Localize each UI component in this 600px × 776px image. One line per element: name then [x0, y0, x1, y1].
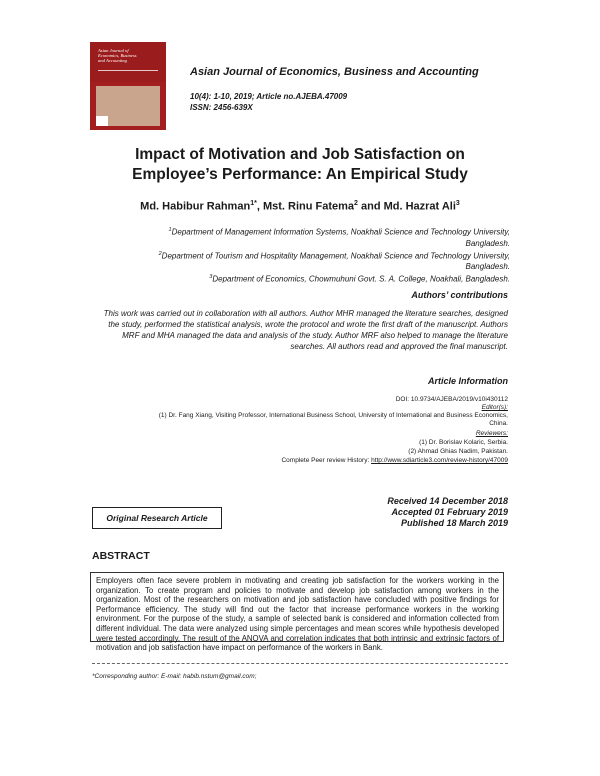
author-affiliation-mark: 3	[455, 200, 460, 207]
accepted-date: Accepted 01 February 2019	[391, 507, 508, 517]
affiliation-text: Department of Management Information Systems, Noakhali Science and Technology University,	[171, 227, 510, 237]
journal-issue: 10(4): 1-10, 2019; Article no.AJEBA.47009	[190, 92, 348, 101]
editor-entry: (1) Dr. Fang Xiang, Visiting Professor, International Business School, University of International and Business Economics,	[158, 412, 508, 419]
review-history-label: Complete Peer review History:	[281, 457, 372, 464]
author-affiliation-mark: 1*	[250, 200, 257, 207]
cover-line: Economics, Business	[98, 53, 137, 58]
affiliation-mark: 3	[209, 274, 213, 281]
title-line: Employee’s Performance: An Empirical Study	[132, 166, 468, 183]
published-date: Published 18 March 2019	[400, 518, 508, 528]
journal-name: Asian Journal of Economics, Business and Accounting	[190, 66, 479, 78]
affiliations	[90, 225, 510, 285]
affiliation-text: Department of Economics, Chowmuhuni Govt. S. A. College, Noakhali, Bangladesh.	[212, 274, 510, 284]
affiliation-mark: 1	[168, 227, 172, 233]
reviewer-entry: (2) Ahmad Ghias Nadim, Pakistan.	[408, 448, 508, 455]
review-history-link[interactable]: http://www.sdiarticle3.com/review-history/47009	[371, 457, 508, 464]
affiliation-cont: Bangladesh.	[465, 238, 510, 248]
editors-label-row	[92, 404, 508, 412]
cover-line: Asian Journal of	[98, 48, 129, 53]
article-type-badge: Original Research Article	[92, 507, 222, 529]
affiliation-mark: 2	[158, 250, 162, 257]
author-separator: and	[357, 200, 384, 213]
author-name: Md. Hazrat Ali	[383, 200, 456, 213]
publication-dates	[387, 496, 508, 529]
corresponding-author-note: *Corresponding author: E-mail: habib.nstum@gmail.com;	[92, 673, 257, 680]
journal-issn: ISSN: 2456-639X	[190, 103, 253, 112]
author-list	[60, 200, 540, 213]
footnote-rule	[92, 663, 508, 664]
journal-cover-image	[90, 42, 166, 130]
cover-line: and Accounting	[98, 58, 127, 63]
reviewers-label: Reviewers:	[475, 430, 508, 437]
affiliation-cont: Bangladesh.	[465, 262, 510, 272]
affiliation	[90, 225, 510, 238]
received-date: Received 14 December 2018	[387, 496, 508, 506]
editors-label: Editor(s):	[481, 404, 508, 411]
editor-entry-cont: China.	[489, 420, 508, 427]
reviewer-entry: (1) Dr. Borislav Kolaric, Serbia.	[419, 439, 508, 446]
author-separator: ,	[256, 200, 263, 213]
reviewers-label-row	[92, 430, 508, 438]
title-line: Impact of Motivation and Job Satisfaction on	[135, 146, 465, 163]
affiliation	[90, 249, 510, 262]
abstract-text: Employers often face severe problem in motivating and creating job satisfaction for the workers working in the organization. To create program and policies to motivate and develop job satisfaction among workers in the organization. Most of the researchers on motivation and job satisfaction have concluded with positive findings for Performance efficiency. The study will find out the factor that increase performance workers in the working environment. For the purpose of the study, a sample of selected bank is considered and information collected from different individual. The data were analyzed using simple percentages and mean scores while hypothesis developed were tested accordingly. The result of the ANOVA and correlation indicates that both intrinsic and extrinsic factors of motivation and job satisfaction have impact on performance of the workers in Bank.	[90, 572, 504, 642]
cover-divider	[98, 70, 158, 71]
doi: DOI: 10.9734/AJEBA/2019/v10i430112	[395, 396, 508, 403]
author-name: Md. Habibur Rahman	[140, 200, 251, 213]
affiliation	[90, 272, 510, 285]
cover-title	[98, 48, 160, 63]
review-history	[92, 457, 508, 465]
publisher-logo-icon	[96, 116, 108, 126]
contributions-heading: Authors’ contributions	[411, 290, 508, 300]
abstract-heading: ABSTRACT	[92, 550, 150, 562]
author-affiliation-mark: 2	[354, 200, 358, 207]
paper-title	[60, 145, 540, 185]
contributions-text: This work was carried out in collaboration with all authors. Author MHR managed the literature searches, designed the study, performed the statistical analysis, wrote the protocol and wrote the first draft of the manuscript. Authors MRF and MHA managed the data and analysis of the study. Author MRF also helped to manage the literature searches. All authors read and approved the final manuscript.	[103, 309, 508, 351]
article-info-heading: Article Information	[427, 376, 508, 386]
affiliation-text: Department of Tourism and Hospitality Management, Noakhali Science and Technology University,	[161, 251, 510, 261]
author-name: Mst. Rinu Fatema	[262, 200, 355, 213]
